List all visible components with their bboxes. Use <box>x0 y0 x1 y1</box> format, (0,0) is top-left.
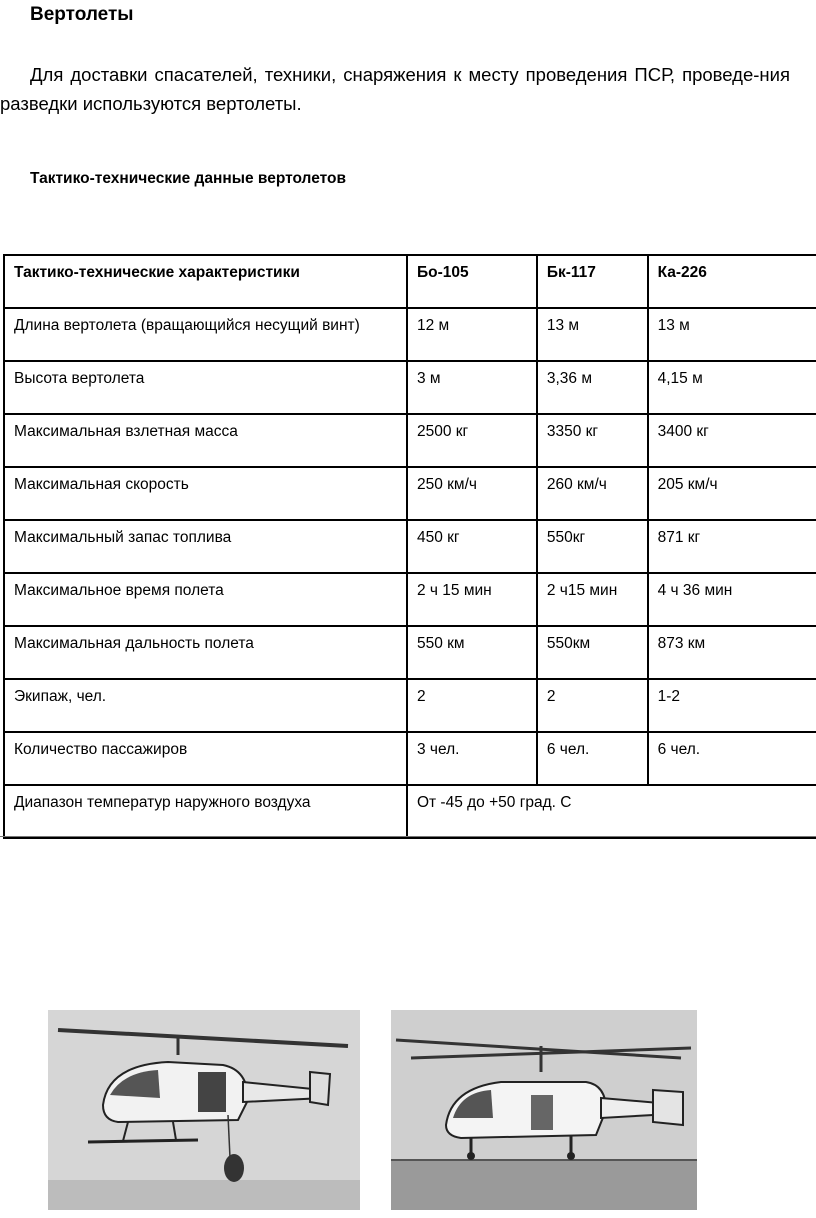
header-ka226: Ка-226 <box>648 255 816 308</box>
helicopter-photo-ka226 <box>391 1010 697 1210</box>
cell-value: 4 ч 36 мин <box>648 573 816 626</box>
cell-value: 6 чел. <box>648 732 816 785</box>
helicopter-photo-icon <box>391 1010 697 1210</box>
intro-paragraph: Для доставки спасателей, техники, снаряжения к месту проведения ПСР, проведе-ния разведки используются вертолеты. <box>0 64 790 114</box>
cell-value: 550кг <box>537 520 648 573</box>
header-bo105: Бо-105 <box>407 255 537 308</box>
cell-value: 13 м <box>648 308 816 361</box>
cell-value: 873 км <box>648 626 816 679</box>
header-characteristics: Тактико-технические характеристики <box>4 255 407 308</box>
row-label: Максимальная взлетная масса <box>4 414 407 467</box>
cell-value: 2 <box>537 679 648 732</box>
table-row <box>4 520 816 573</box>
row-label: Максимальная дальность полета <box>4 626 407 679</box>
cell-value: 871 кг <box>648 520 816 573</box>
cell-value: 550 км <box>407 626 537 679</box>
row-label: Максимальная скорость <box>4 467 407 520</box>
cell-value: 2 ч 15 мин <box>407 573 537 626</box>
table-row <box>4 414 816 467</box>
row-label: Максимальный запас топлива <box>4 520 407 573</box>
cell-value: 450 кг <box>407 520 537 573</box>
page-title: Вертолеты <box>30 4 134 25</box>
cell-value: 260 км/ч <box>537 467 648 520</box>
horizontal-divider <box>0 836 816 837</box>
cell-value: 13 м <box>537 308 648 361</box>
cell-value: 3350 кг <box>537 414 648 467</box>
temperature-range-value: От -45 до +50 град. С <box>407 785 816 838</box>
row-label: Максимальное время полета <box>4 573 407 626</box>
cell-value: 550км <box>537 626 648 679</box>
cell-value: 2500 кг <box>407 414 537 467</box>
row-label: Диапазон температур наружного воздуха <box>4 785 407 838</box>
cell-value: 4,15 м <box>648 361 816 414</box>
row-label: Экипаж, чел. <box>4 679 407 732</box>
cell-value: 6 чел. <box>537 732 648 785</box>
table-row <box>4 573 816 626</box>
cell-value: 3 чел. <box>407 732 537 785</box>
row-label: Высота вертолета <box>4 361 407 414</box>
row-label: Длина вертолета (вращающийся несущий винт) <box>4 308 407 361</box>
cell-value: 205 км/ч <box>648 467 816 520</box>
table-title: Тактико-технические данные вертолетов <box>30 170 346 187</box>
helicopter-photo-icon <box>48 1010 360 1210</box>
table-row <box>4 467 816 520</box>
table-row <box>4 626 816 679</box>
header-bk117: Бк-117 <box>537 255 648 308</box>
table-row <box>4 361 816 414</box>
cell-value: 1-2 <box>648 679 816 732</box>
helicopter-photo-bo105 <box>48 1010 360 1210</box>
cell-value: 2 <box>407 679 537 732</box>
table-row <box>4 308 816 361</box>
cell-value: 3,36 м <box>537 361 648 414</box>
cell-value: 2 ч15 мин <box>537 573 648 626</box>
row-label: Количество пассажиров <box>4 732 407 785</box>
table-row <box>4 679 816 732</box>
table-row <box>4 785 816 838</box>
cell-value: 3400 кг <box>648 414 816 467</box>
specs-table <box>3 254 816 839</box>
cell-value: 12 м <box>407 308 537 361</box>
cell-value: 250 км/ч <box>407 467 537 520</box>
table-row <box>4 732 816 785</box>
cell-value: 3 м <box>407 361 537 414</box>
table-header-row <box>4 255 816 308</box>
